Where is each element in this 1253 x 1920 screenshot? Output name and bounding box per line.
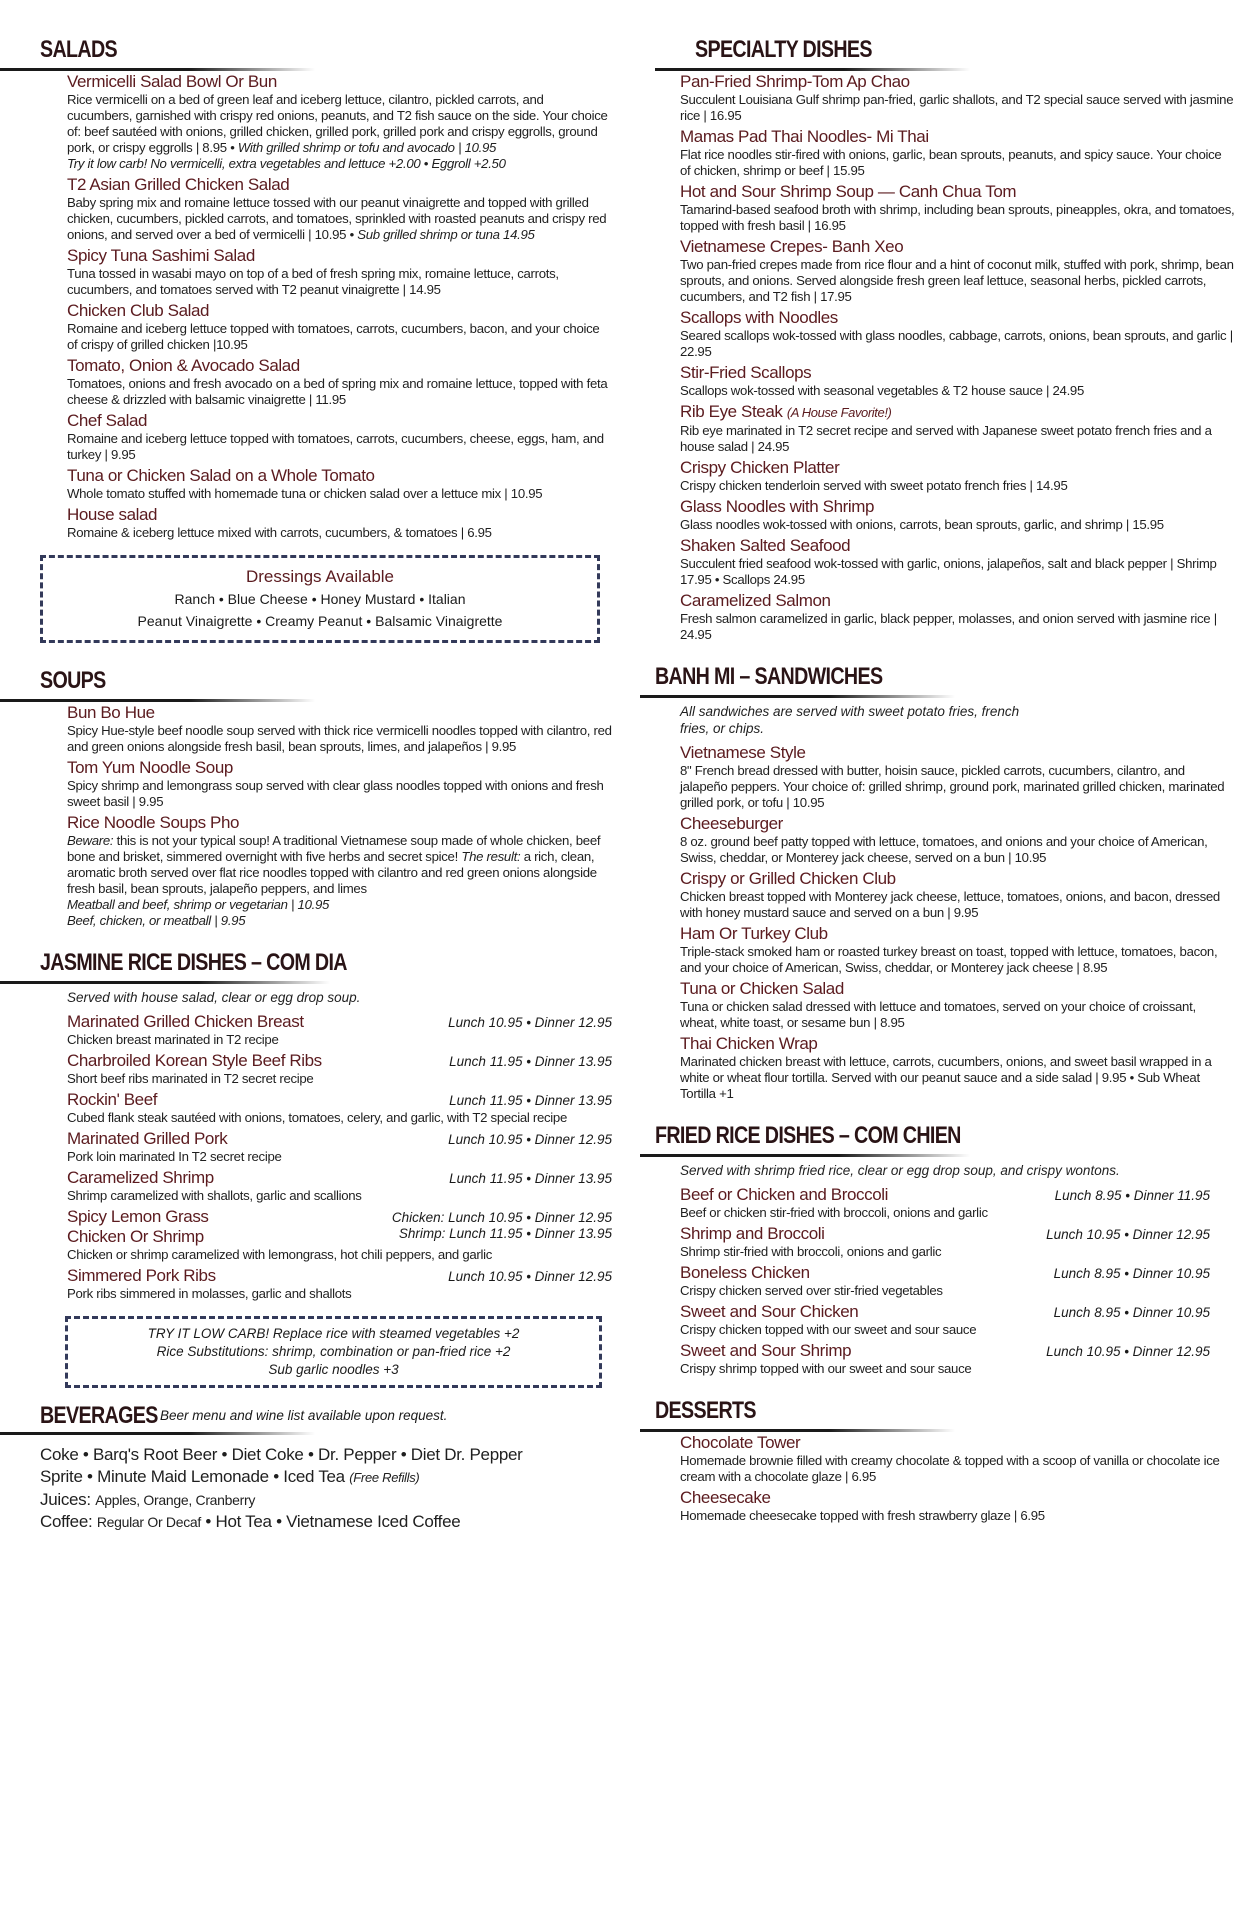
menu-item: [67, 1207, 612, 1263]
menu-item: [680, 72, 1235, 124]
item-name: Shrimp and Broccoli: [680, 1224, 825, 1243]
item-description: Pork ribs simmered in molasses, garlic and shallots: [67, 1286, 352, 1301]
menu-item: [67, 758, 612, 810]
item-option: • With grilled shrimp or tofu and avocado | 10.95: [230, 140, 497, 155]
item-description: Two pan-fried crepes made from rice flour and a hint of coconut milk, stuffed with pork, shrimp, bean sprouts, and onions. Served alongside fresh green leaf lettuce, seasonal herbs, pickled carrots, cucumbers, and T2 fish | 17.95: [680, 257, 1234, 304]
item-price: Lunch 11.95 • Dinner 13.95: [449, 1054, 612, 1069]
section-title: DESSERTS: [655, 1397, 756, 1424]
menu-item: [67, 813, 612, 929]
menu-item: [67, 703, 612, 755]
beware-label: Beware:: [67, 833, 114, 848]
menu-item: [680, 127, 1235, 179]
item-description: Spicy shrimp and lemongrass soup served with clear glass noodles topped with onions and fresh sweet basil | 9.95: [67, 778, 604, 809]
section-title: BANH MI – SANDWICHES: [655, 663, 883, 690]
item-price: Lunch 10.95 • Dinner 12.95: [448, 1269, 612, 1284]
item-description: [67, 833, 612, 929]
item-description: Romaine and iceberg lettuce topped with tomatoes, carrots, cucumbers, cheese, eggs, ham, and turkey | 9.95: [67, 431, 604, 462]
menu-item: [67, 1129, 612, 1165]
section-rule: [640, 695, 955, 698]
dressings-title: Dressings Available: [245, 567, 395, 586]
item-description: Tamarind-based seafood broth with shrimp, including bean sprouts, pineapples, okra, and tomatoes, topped with fresh basil | 16.95: [680, 202, 1235, 233]
menu-item: [680, 1488, 1235, 1524]
section-rule: [0, 981, 330, 984]
left-column: [0, 30, 622, 1547]
section-rule: [0, 68, 315, 71]
item-price: Lunch 10.95 • Dinner 12.95: [448, 1015, 612, 1030]
beverages-line: Coke • Barq's Root Beer • Diet Coke • Dr. Pepper • Diet Dr. Pepper: [40, 1445, 523, 1464]
item-name: Stir-Fried Scallops: [680, 363, 812, 382]
item-name: Cheeseburger: [680, 814, 783, 833]
box-line: TRY IT LOW CARB! Replace rice with steamed vegetables +2: [147, 1326, 520, 1341]
item-description: Cubed flank steak sautéed with onions, tomatoes, celery, and garlic, with T2 special recipe: [67, 1110, 567, 1125]
item-name: Tuna or Chicken Salad on a Whole Tomato: [67, 466, 375, 485]
menu-item: [680, 814, 1235, 866]
section-header: [0, 30, 622, 66]
right-column: [655, 30, 1245, 1538]
item-name: Hot and Sour Shrimp Soup — Canh Chua Tom: [680, 182, 1017, 201]
item-description: Shrimp stir-fried with broccoli, onions and garlic: [680, 1244, 942, 1259]
section-intro: All sandwiches are served with sweet potato fries, french fries, or chips.: [680, 704, 1020, 736]
item-name: Tuna or Chicken Salad: [680, 979, 844, 998]
item-option: Meatball and beef, shrimp or vegetarian | 10.95: [67, 897, 330, 912]
low-carb-box: [65, 1316, 602, 1388]
menu-item: [680, 182, 1235, 234]
salads-section: [0, 30, 622, 643]
jasmine-rice-section: [0, 943, 622, 1388]
item-description: Flat rice noodles stir-fired with onions, garlic, bean sprouts, peanuts, and spicy sauce. Your choice of chicken, shrimp or beef | 15.95: [680, 147, 1222, 178]
section-rule: [655, 68, 970, 71]
menu-item: [680, 1341, 1235, 1377]
fried-rice-section: [655, 1116, 1245, 1377]
item-name: Rockin' Beef: [67, 1090, 158, 1109]
beverages-text: Sprite • Minute Maid Lemonade • Iced Tea: [40, 1467, 345, 1486]
item-description: Tuna or chicken salad dressed with lettuce and tomatoes, served on your choice of croissant, wheat, white toast, or sesame bun | 8.95: [680, 999, 1196, 1030]
item-description: [67, 92, 612, 172]
item-price: Lunch 10.95 • Dinner 12.95: [448, 1132, 612, 1147]
menu-item: [680, 1185, 1235, 1221]
item-option: Beef, chicken, or meatball | 9.95: [67, 913, 246, 928]
item-name: Simmered Pork Ribs: [67, 1266, 216, 1285]
item-option: • Sub grilled shrimp or tuna 14.95: [349, 227, 535, 242]
item-name: Shaken Salted Seafood: [680, 536, 851, 555]
item-price: Lunch 11.95 • Dinner 13.95: [449, 1171, 612, 1186]
item-description: Beef or chicken stir-fried with broccoli, onions and garlic: [680, 1205, 988, 1220]
banh-mi-section: [655, 657, 1245, 1102]
item-name: Charbroiled Korean Style Beef Ribs: [67, 1051, 322, 1070]
section-title: JASMINE RICE DISHES – COM DIA: [40, 949, 347, 976]
section-intro: Served with shrimp fried rice, clear or egg drop soup, and crispy wontons.: [680, 1163, 1120, 1178]
coffee-options: Regular Or Decaf: [96, 1514, 201, 1530]
juices-line: [0, 1489, 622, 1511]
item-description: Homemade cheesecake topped with fresh strawberry glaze | 6.95: [680, 1508, 1045, 1523]
item-description: Scallops wok-tossed with seasonal vegetables & T2 house sauce | 24.95: [680, 383, 1085, 398]
item-name: Marinated Grilled Chicken Breast: [67, 1012, 304, 1031]
menu-item: [67, 505, 612, 541]
menu-item: [680, 497, 1235, 533]
item-description: Pork loin marinated In T2 secret recipe: [67, 1149, 282, 1164]
desserts-section: [655, 1391, 1245, 1524]
item-name: House salad: [67, 505, 158, 524]
menu-item: [680, 536, 1235, 588]
dressings-box: [40, 555, 600, 643]
item-name: Thai Chicken Wrap: [680, 1034, 818, 1053]
item-name: [67, 1207, 209, 1247]
item-description: Short beef ribs marinated in T2 secret recipe: [67, 1071, 314, 1086]
item-description: Shrimp caramelized with shallots, garlic and scallions: [67, 1188, 362, 1203]
menu-item: [680, 591, 1235, 643]
section-title: SPECIALTY DISHES: [695, 36, 872, 63]
item-name: Tom Yum Noodle Soup: [67, 758, 233, 777]
menu-item: [680, 237, 1235, 305]
menu-item: [67, 1090, 612, 1126]
item-name: Beef or Chicken and Broccoli: [680, 1185, 889, 1204]
beverages-line: [0, 1466, 622, 1489]
section-header: [655, 1391, 1245, 1427]
item-description: Glass noodles wok-tossed with onions, carrots, bean sprouts, garlic, and shrimp | 15.95: [680, 517, 1164, 532]
item-description: Succulent Louisiana Gulf shrimp pan-fried, garlic shallots, and T2 special sauce served with jasmine rice | 16.95: [680, 92, 1234, 123]
beverages-section: [0, 1402, 622, 1533]
item-description-text: Rice vermicelli on a bed of green leaf and iceberg lettuce, cilantro, pickled carrots, and cucumbers, garnished with crispy red onions, peanuts, and T2 fish sauce on the side. Your choice of: beef sautéed with onions, grilled chicken, grilled pork, grilled pork and crispy eggrolls, ground pork, or crispy eggrolls | 8.95: [67, 92, 608, 155]
section-rule: [640, 1154, 970, 1157]
item-description: 8 oz. ground beef patty topped with lettuce, tomatoes, and onions and your choice of American, Swiss, cheddar, or Monterey jack cheese, served on a bun | 10.95: [680, 834, 1208, 865]
item-name: Chicken Club Salad: [67, 301, 210, 320]
section-header: [655, 30, 1245, 66]
item-description: Homemade brownie filled with creamy chocolate & topped with a scoop of vanilla or chocolate ice cream with a chocolate glaze | 6.95: [680, 1453, 1220, 1484]
menu-item: [680, 869, 1235, 921]
item-description: Crispy chicken served over stir-fried vegetables: [680, 1283, 943, 1298]
menu-item: [680, 308, 1235, 360]
menu-item: [680, 743, 1235, 811]
item-price: Lunch 8.95 • Dinner 11.95: [1054, 1188, 1210, 1203]
item-description: Romaine & iceberg lettuce mixed with carrots, cucumbers, & tomatoes | 6.95: [67, 525, 492, 540]
menu-item: [67, 1051, 612, 1087]
item-name: Bun Bo Hue: [67, 703, 155, 722]
menu-item: [67, 301, 612, 353]
item-name: Cheesecake: [680, 1488, 771, 1507]
section-rule: [640, 1429, 955, 1432]
section-title: SALADS: [40, 36, 117, 63]
dressings-line: Ranch • Blue Cheese • Honey Mustard • Italian: [174, 591, 466, 607]
item-name: Chef Salad: [67, 411, 148, 430]
item-name: Crispy Chicken Platter: [680, 458, 840, 477]
free-refills-note: (Free Refills): [349, 1470, 420, 1485]
item-name: Crispy or Grilled Chicken Club: [680, 869, 896, 888]
item-description: Romaine and iceberg lettuce topped with tomatoes, carrots, cucumbers, bacon, and your choice of crispy of grilled chicken |10.95: [67, 321, 600, 352]
item-name: Glass Noodles with Shrimp: [680, 497, 875, 516]
item-name: Mamas Pad Thai Noodles- Mi Thai: [680, 127, 929, 146]
coffee-line: [0, 1511, 622, 1533]
item-description: 8" French bread dressed with butter, hoisin sauce, pickled carrots, cucumbers, cilantro, and jalapeño peppers. Your choice of: grilled shrimp, ground pork, marinated grilled chicken, marinated grilled pork, or tofu | 10.95: [680, 763, 1225, 810]
item-option: Try it low carb! No vermicelli, extra vegetables and lettuce +2.00 • Eggroll +2.50: [67, 156, 506, 171]
coffee-others: • Hot Tea • Vietnamese Iced Coffee: [205, 1512, 461, 1531]
juices-label: Juices:: [40, 1490, 91, 1509]
item-name: Vietnamese Style: [680, 743, 806, 762]
section-header: [0, 1402, 622, 1432]
menu-item: [680, 1302, 1235, 1338]
item-price: Lunch 11.95 • Dinner 13.95: [449, 1093, 612, 1108]
section-title: BEVERAGES: [40, 1402, 158, 1429]
item-name: Pan-Fried Shrimp-Tom Ap Chao: [680, 72, 910, 91]
item-name: Rice Noodle Soups Pho: [67, 813, 240, 832]
section-title: FRIED RICE DISHES – COM CHIEN: [655, 1122, 961, 1149]
item-description: Crispy shrimp topped with our sweet and sour sauce: [680, 1361, 972, 1376]
house-favorite-note: (A House Favorite!): [786, 405, 892, 420]
item-price: [392, 1210, 612, 1242]
menu-item: [67, 1012, 612, 1048]
section-header: [0, 943, 622, 979]
item-name: [680, 402, 1235, 423]
beverages-note: Beer menu and wine list available upon request.: [160, 1408, 448, 1423]
section-title: SOUPS: [40, 667, 106, 694]
item-description: Seared scallops wok-tossed with glass noodles, cabbage, carrots, onions, bean sprouts, and garlic | 22.95: [680, 328, 1233, 359]
item-name-line: Spicy Lemon Grass: [67, 1207, 209, 1226]
item-price: Lunch 8.95 • Dinner 10.95: [1053, 1305, 1210, 1320]
soups-section: [0, 661, 622, 929]
menu-item: [67, 246, 612, 298]
section-rule: [0, 1432, 315, 1435]
menu-item: [680, 1433, 1235, 1485]
item-name: Sweet and Sour Shrimp: [680, 1341, 852, 1360]
item-description-text: a rich, clean, aromatic broth served over flat rice noodles topped with cilantro and red green onions alongside fresh basil, bean sprouts, jalapeño peppers, and limes: [67, 849, 597, 896]
item-description: Tuna tossed in wasabi mayo on top of a bed of fresh spring mix, romaine lettuce, carrots, cucumbers, and tomatoes served with T2 peanut vinaigrette | 14.95: [67, 266, 559, 297]
item-description: Chicken breast topped with Monterey jack cheese, lettuce, tomatoes, onions, and bacon, dressed with honey mustard sauce and served on a bun | 9.95: [680, 889, 1220, 920]
item-name: Marinated Grilled Pork: [67, 1129, 228, 1148]
item-description: Rib eye marinated in T2 secret recipe and served with Japanese sweet potato french fries and a house salad | 24.95: [680, 423, 1212, 454]
item-name: Caramelized Salmon: [680, 591, 831, 610]
item-name: Tomato, Onion & Avocado Salad: [67, 356, 300, 375]
item-name: Scallops with Noodles: [680, 308, 838, 327]
item-description: Chicken or shrimp caramelized with lemongrass, hot chili peppers, and garlic: [67, 1247, 493, 1262]
section-rule: [0, 699, 315, 702]
menu-item: [680, 1224, 1235, 1260]
menu-item: [67, 1168, 612, 1204]
box-line: Sub garlic noodles +3: [268, 1362, 399, 1377]
menu-item: [67, 175, 612, 243]
item-name: Vietnamese Crepes- Banh Xeo: [680, 237, 904, 256]
box-line: Rice Substitutions: shrimp, combination or pan-fried rice +2: [156, 1344, 511, 1359]
item-description: Spicy Hue-style beef noodle soup served with thick rice vermicelli noodles topped with cilantro, red and green onions alongside fresh basil, bean sprouts, limes, and jalapeños | 9.95: [67, 723, 612, 754]
item-description-text: this is not your typical soup! A traditional Vietnamese soup made of whole chicken, beef bone and brisket, simmered overnight with five herbs and secret spice!: [67, 833, 601, 864]
item-description: Crispy chicken tenderloin served with sweet potato french fries | 14.95: [680, 478, 1068, 493]
item-name: Boneless Chicken: [680, 1263, 810, 1282]
item-description: Marinated chicken breast with lettuce, carrots, cucumbers, onions, and sweet basil wrapped in a white or wheat flour tortilla. Served with our peanut sauce and a side salad | 9.95 • Sub Wheat Tortilla +1: [680, 1054, 1212, 1101]
section-intro: Served with house salad, clear or egg drop soup.: [67, 990, 361, 1005]
section-header: [0, 661, 622, 697]
item-description: Crispy chicken topped with our sweet and sour sauce: [680, 1322, 977, 1337]
menu-item: [67, 411, 612, 463]
item-name-line: Chicken Or Shrimp: [67, 1227, 204, 1246]
menu-item: [680, 1263, 1235, 1299]
specialty-section: [655, 30, 1245, 643]
menu-item: [680, 924, 1235, 976]
item-description: Triple-stack smoked ham or roasted turkey breast on toast, topped with lettuce, tomatoes, bacon, and your choice of American, Swiss, cheddar, or Monterey jack cheese | 8.95: [680, 944, 1218, 975]
item-name: T2 Asian Grilled Chicken Salad: [67, 175, 290, 194]
item-name: Chocolate Tower: [680, 1433, 801, 1452]
dressings-line: Peanut Vinaigrette • Creamy Peanut • Balsamic Vinaigrette: [137, 613, 503, 629]
item-price: Lunch 10.95 • Dinner 12.95: [1046, 1227, 1210, 1242]
item-name-text: Rib Eye Steak: [680, 402, 783, 421]
juices-list: Apples, Orange, Cranberry: [95, 1492, 256, 1508]
item-price: Lunch 10.95 • Dinner 12.95: [1046, 1344, 1210, 1359]
menu-item: [680, 363, 1235, 399]
item-description: Succulent fried seafood wok-tossed with garlic, onions, jalapeños, salt and black pepper | Shrimp 17.95 • Scallops 24.95: [680, 556, 1217, 587]
menu-item: [680, 458, 1235, 494]
item-description: [67, 195, 612, 243]
item-name: Vermicelli Salad Bowl Or Bun: [67, 72, 277, 91]
item-price: Lunch 8.95 • Dinner 10.95: [1053, 1266, 1210, 1281]
item-description-text: Baby spring mix and romaine lettuce tossed with our peanut vinaigrette and topped with grilled chicken, cucumbers, pickled carrots, and tomatoes, sprinkled with roasted peanuts and crispy red onions, and served over a bed of vermicelli | 10.95: [67, 195, 607, 242]
item-description: Chicken breast marinated in T2 recipe: [67, 1032, 279, 1047]
coffee-label: Coffee:: [40, 1512, 93, 1531]
item-description: Fresh salmon caramelized in garlic, black pepper, molasses, and onion served with jasmine rice | 24.95: [680, 611, 1217, 642]
item-price-line: Shrimp: Lunch 11.95 • Dinner 13.95: [398, 1226, 612, 1241]
menu-item: [67, 356, 612, 408]
menu-item: [67, 466, 612, 502]
item-description: Whole tomato stuffed with homemade tuna or chicken salad over a lettuce mix | 10.95: [67, 486, 543, 501]
menu-item: [67, 72, 612, 172]
item-name: Sweet and Sour Chicken: [680, 1302, 859, 1321]
menu-item: [680, 1034, 1235, 1102]
menu-item: [680, 979, 1235, 1031]
section-header: [655, 1116, 1245, 1152]
section-header: [655, 657, 1245, 693]
item-name: Caramelized Shrimp: [67, 1168, 214, 1187]
item-name: Spicy Tuna Sashimi Salad: [67, 246, 255, 265]
item-price-line: Chicken: Lunch 10.95 • Dinner 12.95: [391, 1210, 612, 1225]
item-name: Ham Or Turkey Club: [680, 924, 828, 943]
item-description: Tomatoes, onions and fresh avocado on a bed of spring mix and romaine lettuce, topped with feta cheese & drizzled with balsamic vinaigrette | 11.95: [67, 376, 608, 407]
menu-item: [67, 1266, 612, 1302]
result-label: The result:: [461, 849, 521, 864]
menu-item: [680, 402, 1235, 455]
